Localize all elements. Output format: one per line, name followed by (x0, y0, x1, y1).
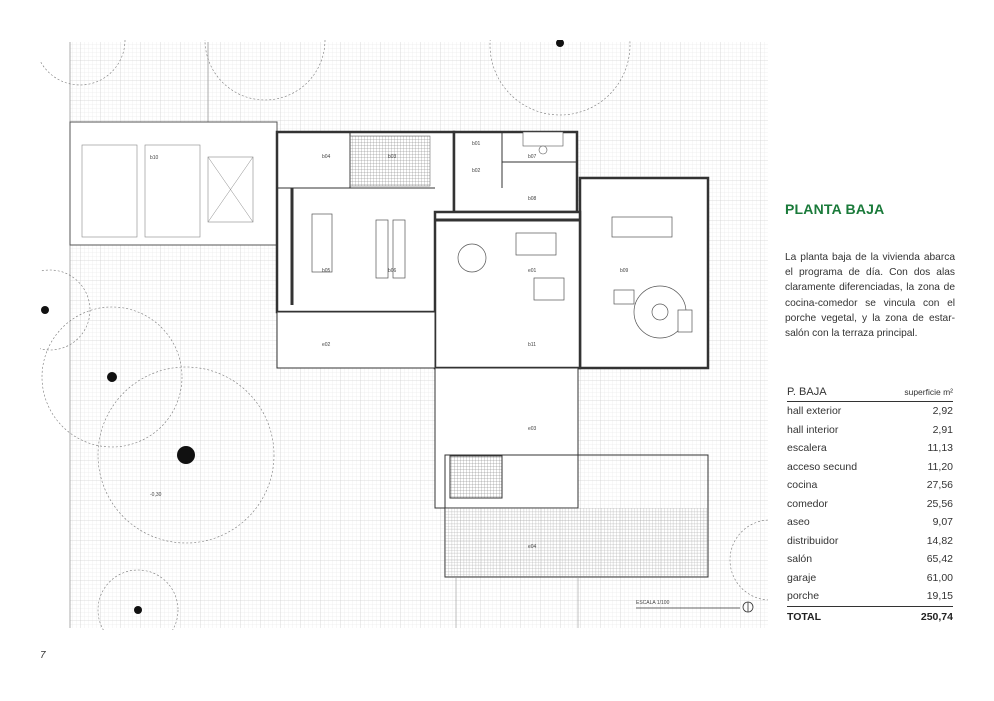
table-row (787, 587, 953, 606)
room-area: 9,07 (932, 516, 953, 529)
room-label-b03: b03 (388, 154, 397, 160)
room-label-e03: e03 (528, 426, 537, 432)
level-label: -0,30 (150, 492, 162, 498)
table-row (787, 402, 953, 421)
table-row (787, 458, 953, 477)
tree-trunk (134, 606, 142, 614)
table-row (787, 439, 953, 458)
room-area: 11,20 (927, 460, 953, 473)
room-label-b06: b06 (388, 268, 397, 274)
room-area: 27,56 (926, 479, 953, 492)
room-name: aseo (787, 516, 810, 529)
scale-label: ESCALA 1/100 (636, 600, 670, 606)
room-name: escalera (787, 442, 827, 455)
page-number: 7 (40, 650, 46, 661)
room-label-b02: b02 (472, 168, 481, 174)
table-row (787, 569, 953, 588)
room-name: distribuidor (787, 534, 839, 547)
room-label-e04: e04 (528, 544, 537, 550)
room-label-e02: e02 (322, 342, 331, 348)
room-label-b10: b10 (150, 155, 159, 161)
table-row (787, 476, 953, 495)
table-row (787, 532, 953, 551)
table-row (787, 421, 953, 440)
porch-area (70, 122, 277, 245)
section-heading: PLANTA BAJA (785, 201, 885, 217)
room-label-b09: b09 (620, 268, 629, 274)
room-name: hall exterior (787, 405, 842, 418)
room-name: comedor (787, 497, 828, 510)
room-area: 2,91 (932, 423, 953, 436)
room-label-b01: b01 (472, 141, 481, 147)
floor-plan (40, 40, 768, 630)
tree-trunk (177, 446, 195, 464)
table-row (787, 495, 953, 514)
room-label-b07: b07 (528, 154, 537, 160)
total-label: TOTAL (787, 606, 885, 627)
room-area: 25,56 (926, 497, 953, 510)
room-name: cocina (787, 479, 818, 492)
room-name: garaje (787, 571, 817, 584)
table-total-row (787, 606, 953, 627)
room-label-b04: b04 (322, 154, 331, 160)
floor-plan-drawing (40, 40, 768, 630)
room-name: salón (787, 553, 813, 566)
room-label-b05: b05 (322, 268, 331, 274)
total-value: 250,74 (885, 606, 953, 627)
room-area: 14,82 (926, 534, 953, 547)
table-row (787, 513, 953, 532)
staircase (350, 136, 430, 186)
room-area: 65,42 (926, 553, 953, 566)
room-label-b11: b11 (528, 342, 536, 348)
table-unit-label: superficie m² (885, 384, 953, 402)
room-name: hall interior (787, 423, 839, 436)
area-table (787, 384, 953, 627)
room-name: porche (787, 590, 820, 603)
room-area: 61,00 (926, 571, 953, 584)
room-name: acceso secund (787, 460, 858, 473)
room-area: 11,13 (927, 442, 953, 455)
table-row (787, 550, 953, 569)
room-area: 19,15 (926, 590, 953, 603)
tree-trunk (41, 306, 49, 314)
room-label-b08: b08 (528, 196, 537, 202)
tree-trunk (107, 372, 117, 382)
section-description: La planta baja de la vivienda abarca el programa de día. Con dos alas claramente diferenciadas, la zona de cocina-comedor se vincula con el porche vegetal, y la zona de estar-salón con la terraza principal. (785, 252, 955, 340)
room-area: 2,92 (932, 405, 953, 418)
table-title: P. BAJA (787, 384, 885, 402)
room-label-e01: e01 (528, 268, 537, 274)
